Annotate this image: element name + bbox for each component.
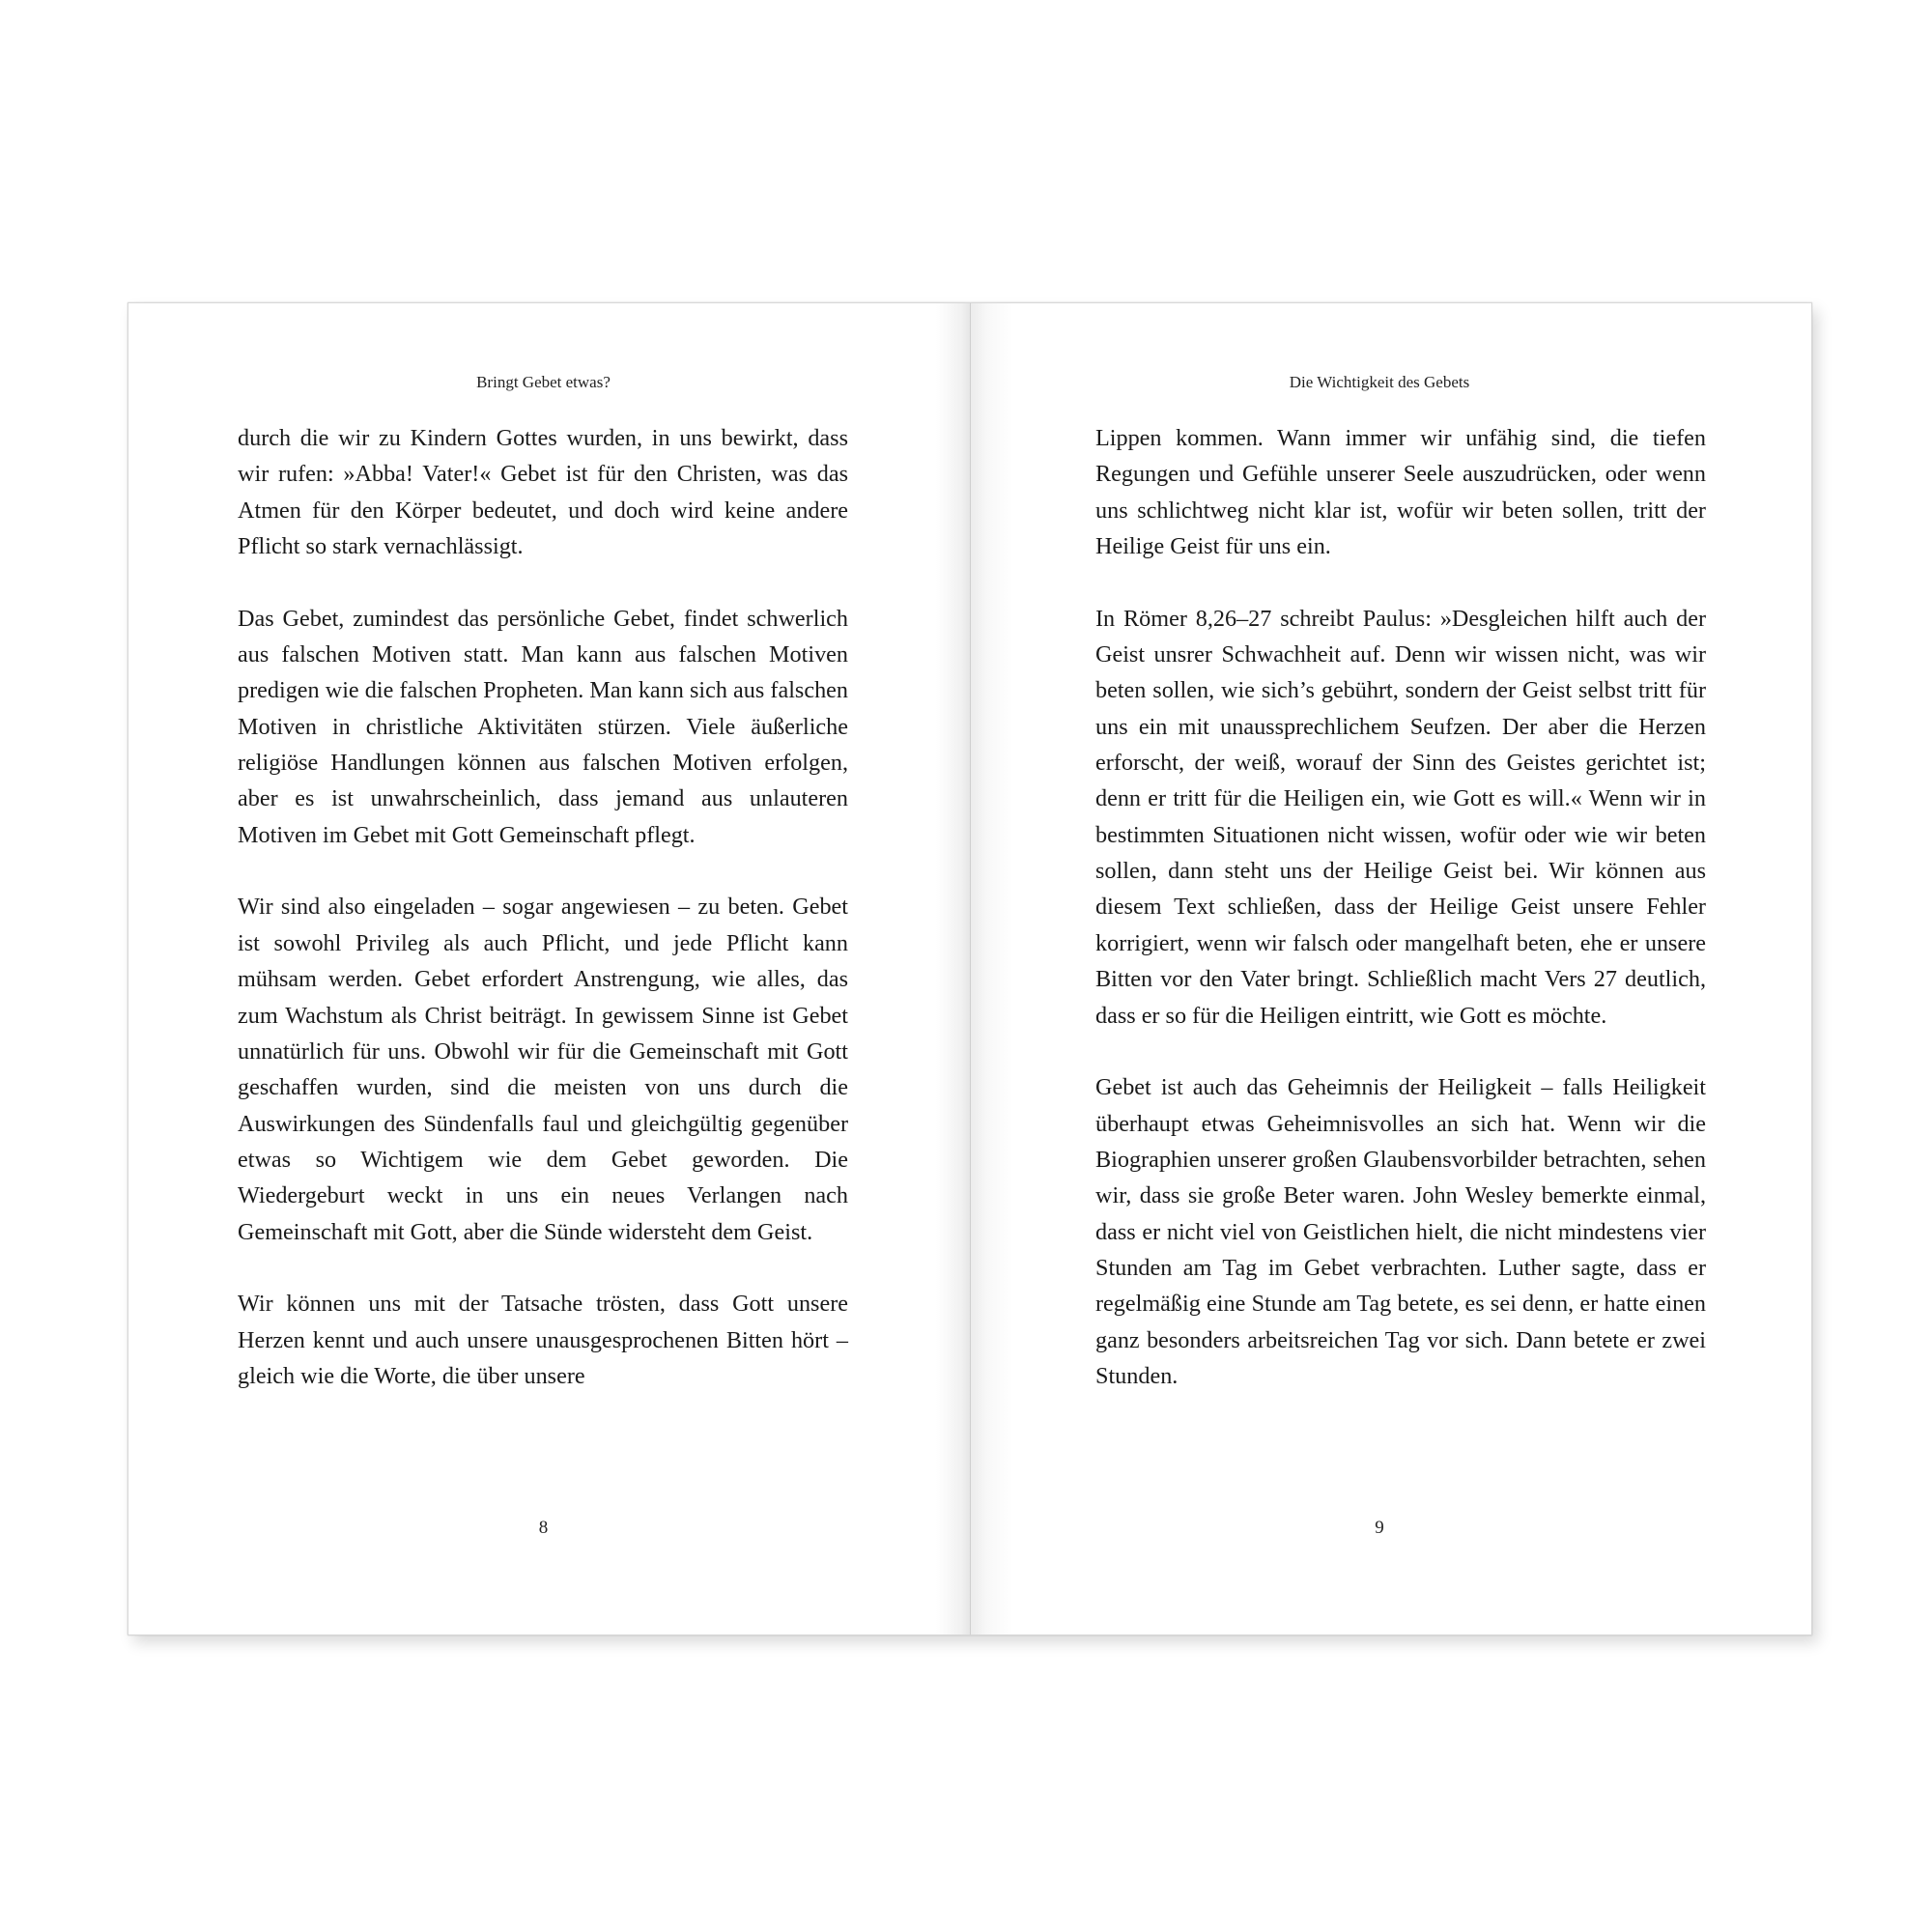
right-page (970, 302, 1812, 1635)
paragraph: Gebet ist auch das Geheimnis der Heiligkeit – falls Heiligkeit überhaupt etwas Geheimnisvolles an sich hat. Wenn wir die Biographien unserer großen Glaubensvorbilder betrachten, sehen wir, dass sie große Beter waren. John Wesley bemerkte einmal, dass er nicht viel von Geistlichen hielt, die nicht mindestens vier Stunden am Tag im Gebet verbrachten. Luther sagte, dass er regelmäßig eine Stunde am Tag betete, es sei denn, er hatte einen ganz besonders arbeitsreichen Tag vor sich. Dann betete er zwei Stunden. (1095, 1074, 1706, 1389)
running-head-right: Die Wichtigkeit des Gebets (1289, 373, 1470, 391)
left-page (128, 302, 970, 1635)
paragraph: durch die wir zu Kindern Gottes wurden, in uns bewirkt, dass wir rufen: »Abba! Vater!« Gebet ist für den Christen, was das Atmen für den Körper bedeutet, und doch wird keine andere Pflicht so stark vernachlässigt. (238, 425, 848, 560)
left-page-text (238, 420, 848, 1394)
paragraph: Wir können uns mit der Tatsache trösten, dass Gott unsere Herzen kennt und auch unsere unausgesprochenen Bitten hört – gleich wie die Worte, die über unsere (238, 1291, 848, 1389)
running-head-left: Bringt Gebet etwas? (476, 373, 611, 391)
right-page-text (1095, 420, 1706, 1394)
paragraph: Wir sind also eingeladen – sogar angewiesen – zu beten. Gebet ist sowohl Privileg als auch Pflicht, und jede Pflicht kann mühsam werden. Gebet erfordert Anstrengung, wie alles, das zum Wachstum als Christ beiträgt. In gewissem Sinne ist Gebet unnatürlich für uns. Obwohl wir für die Gemeinschaft mit Gott geschaffen wurden, sind die meisten von uns durch die Auswirkungen des Sündenfalls faul und gleichgültig gegenüber etwas so Wichtigem wie dem Gebet geworden. Die Wiedergeburt weckt in uns ein neues Verlangen nach Gemeinschaft mit Gott, aber die Sünde widersteht dem Geist. (238, 894, 848, 1245)
book-spread (128, 302, 1812, 1635)
paragraph: Lippen kommen. Wann immer wir unfähig sind, die tiefen Regungen und Gefühle unserer Seele auszudrücken, oder wenn uns schlichtweg nicht klar ist, wofür wir beten sollen, tritt der Heilige Geist für uns ein. (1095, 425, 1706, 560)
page-number-right: 9 (1375, 1518, 1384, 1538)
paragraph: In Römer 8,26–27 schreibt Paulus: »Desgleichen hilft auch der Geist unsrer Schwachheit auf. Denn wir wissen nicht, was wir beten sollen, wie sich’s gebührt, sondern der Geist selbst tritt für uns ein mit unaussprechlichem Seufzen. Der aber die Herzen erforscht, der weiß, worauf der Sinn des Geistes gerichtet ist; denn er tritt für die Heiligen ein, wie Gott es will.« Wenn wir in bestimmten Situationen nicht wissen, wofür oder wie wir beten sollen, dann steht uns der Heilige Geist bei. Wir können aus diesem Text schließen, dass der Heilige Geist unsere Fehler korrigiert, wenn wir falsch oder mangelhaft beten, ehe er unsere Bitten vor den Vater bringt. Schließlich macht Vers 27 deutlich, dass er so für die Heiligen eintritt, wie Gott es möchte. (1095, 605, 1706, 1029)
paragraph: Das Gebet, zumindest das persönliche Gebet, findet schwerlich aus falschen Motiven statt. Man kann aus falschen Motiven predigen wie die falschen Propheten. Man kann sich aus falschen Motiven in christliche Aktivitäten stürzen. Viele äußerliche religiöse Handlungen können aus falschen Motiven erfolgen, aber es ist unwahrscheinlich, dass jemand aus unlauteren Motiven im Gebet mit Gott Gemeinschaft pflegt. (238, 605, 848, 848)
page-number-left: 8 (538, 1518, 549, 1538)
